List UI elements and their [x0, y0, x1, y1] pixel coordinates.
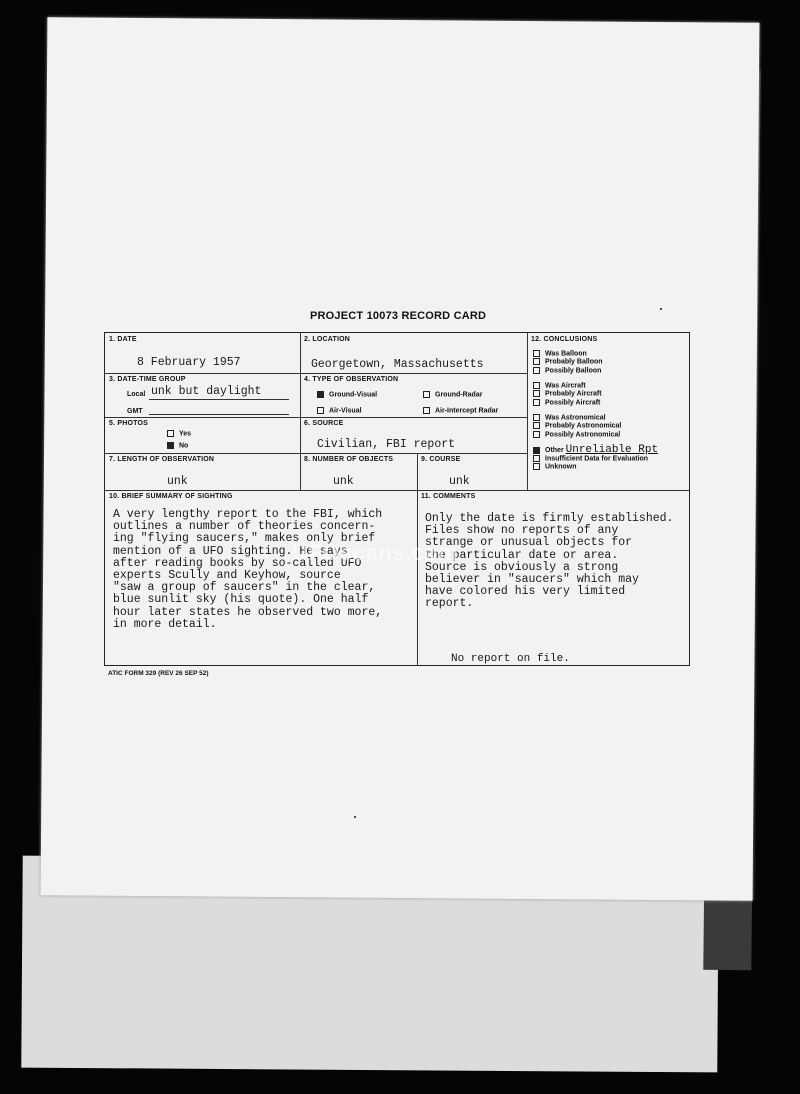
paper-speck — [660, 308, 662, 310]
conclusion-item: Possibly Astronomical — [533, 431, 658, 439]
type-of-observation-label: 4. TYPE OF OBSERVATION — [304, 376, 399, 383]
location-value: Georgetown, Massachusetts — [311, 358, 484, 371]
checked-box-icon — [317, 391, 324, 398]
checkbox-icon — [423, 391, 430, 398]
local-value: unk but daylight — [151, 385, 262, 398]
watermark: UFOscans.com — [292, 540, 459, 565]
conclusion-item: Was Balloon — [533, 350, 658, 358]
other-value: Unreliable Rpt — [565, 444, 659, 457]
course-value: unk — [449, 475, 470, 488]
divider — [300, 333, 301, 490]
conclusion-item: Was Aircraft — [533, 382, 658, 390]
record-card-form — [104, 332, 690, 666]
divider — [417, 490, 418, 665]
aircraft-group — [533, 382, 658, 407]
divider — [105, 417, 527, 418]
conclusions-label: 12. CONCLUSIONS — [531, 336, 598, 343]
option-air-intercept-radar: Air-Intercept Radar — [423, 407, 498, 414]
date-time-group-label: 3. DATE-TIME GROUP — [109, 376, 186, 383]
conclusion-item: Probably Aircraft — [533, 390, 658, 398]
conclusion-item: Possibly Aircraft — [533, 399, 658, 407]
number-of-objects-label: 8. NUMBER OF OBJECTS — [304, 456, 394, 463]
paper-speck — [354, 816, 356, 818]
comments-label: 11. COMMENTS — [421, 493, 476, 500]
astronomical-group — [533, 414, 658, 439]
photos-yes: Yes — [167, 430, 191, 437]
checked-box-icon — [533, 447, 540, 454]
length-of-observation-value: unk — [167, 475, 188, 488]
divider — [527, 333, 528, 490]
source-value: Civilian, FBI report — [317, 438, 456, 451]
comments-footer: No report on file. — [451, 653, 570, 665]
summary-label: 10. BRIEF SUMMARY OF SIGHTING — [109, 493, 233, 500]
conclusion-item: Possibly Balloon — [533, 367, 658, 375]
conclusion-item: Was Astronomical — [533, 414, 658, 422]
form-number: ATIC FORM 329 (REV 26 SEP 52) — [108, 670, 209, 677]
checked-box-icon — [167, 442, 174, 449]
photos-no: No — [167, 442, 188, 449]
conclusion-item: Probably Balloon — [533, 358, 658, 366]
comments-text: Only the date is firmly established. Files show no reports of any strange or unusual objects for the particular date or area. Source is obviously a strong believer in "saucers" which may have colored his very limited report. — [425, 512, 674, 611]
checkbox-icon — [167, 430, 174, 437]
conclusion-unknown: Unknown — [533, 463, 658, 471]
course-label: 9. COURSE — [421, 456, 461, 463]
option-ground-radar: Ground-Radar — [423, 391, 482, 398]
conclusion-insufficient: Insufficient Data for Evaluation — [533, 455, 658, 463]
option-ground-visual: Ground-Visual — [317, 391, 377, 398]
divider — [105, 373, 527, 374]
local-underline — [149, 399, 289, 400]
local-label: Local — [127, 391, 146, 398]
photos-label: 5. PHOTOS — [109, 420, 149, 427]
date-value: 8 February 1957 — [137, 356, 241, 369]
date-label: 1. DATE — [109, 336, 137, 343]
conclusion-item: Probably Astronomical — [533, 422, 658, 430]
other-group — [533, 446, 658, 472]
divider — [417, 453, 418, 490]
option-air-visual: Air-Visual — [317, 407, 362, 414]
checkbox-icon — [423, 407, 430, 414]
length-of-observation-label: 7. LENGTH OF OBSERVATION — [109, 456, 215, 463]
divider — [105, 490, 689, 491]
summary-text: A very lengthy report to the FBI, which outlines a number of theories concern- ing "flying saucers," makes only brief mention of a UFO sighting. He says after reading books by so-called UFO experts Scully and Keyhow, source "saw a group of saucers" in the clear, blue sunlit sky (his quote). One half hour later states he observed two more, in more detail. — [113, 508, 383, 631]
location-label: 2. LOCATION — [304, 336, 351, 343]
number-of-objects-value: unk — [333, 475, 354, 488]
conclusions-list — [533, 350, 658, 472]
balloon-group — [533, 350, 658, 375]
gmt-label: GMT — [127, 408, 143, 415]
card-title: PROJECT 10073 RECORD CARD — [310, 310, 487, 322]
checkbox-icon — [317, 407, 324, 414]
source-label: 6. SOURCE — [304, 420, 344, 427]
divider — [105, 453, 527, 454]
conclusion-other: Other Unreliable Rpt — [533, 446, 658, 455]
gmt-underline — [149, 414, 289, 415]
